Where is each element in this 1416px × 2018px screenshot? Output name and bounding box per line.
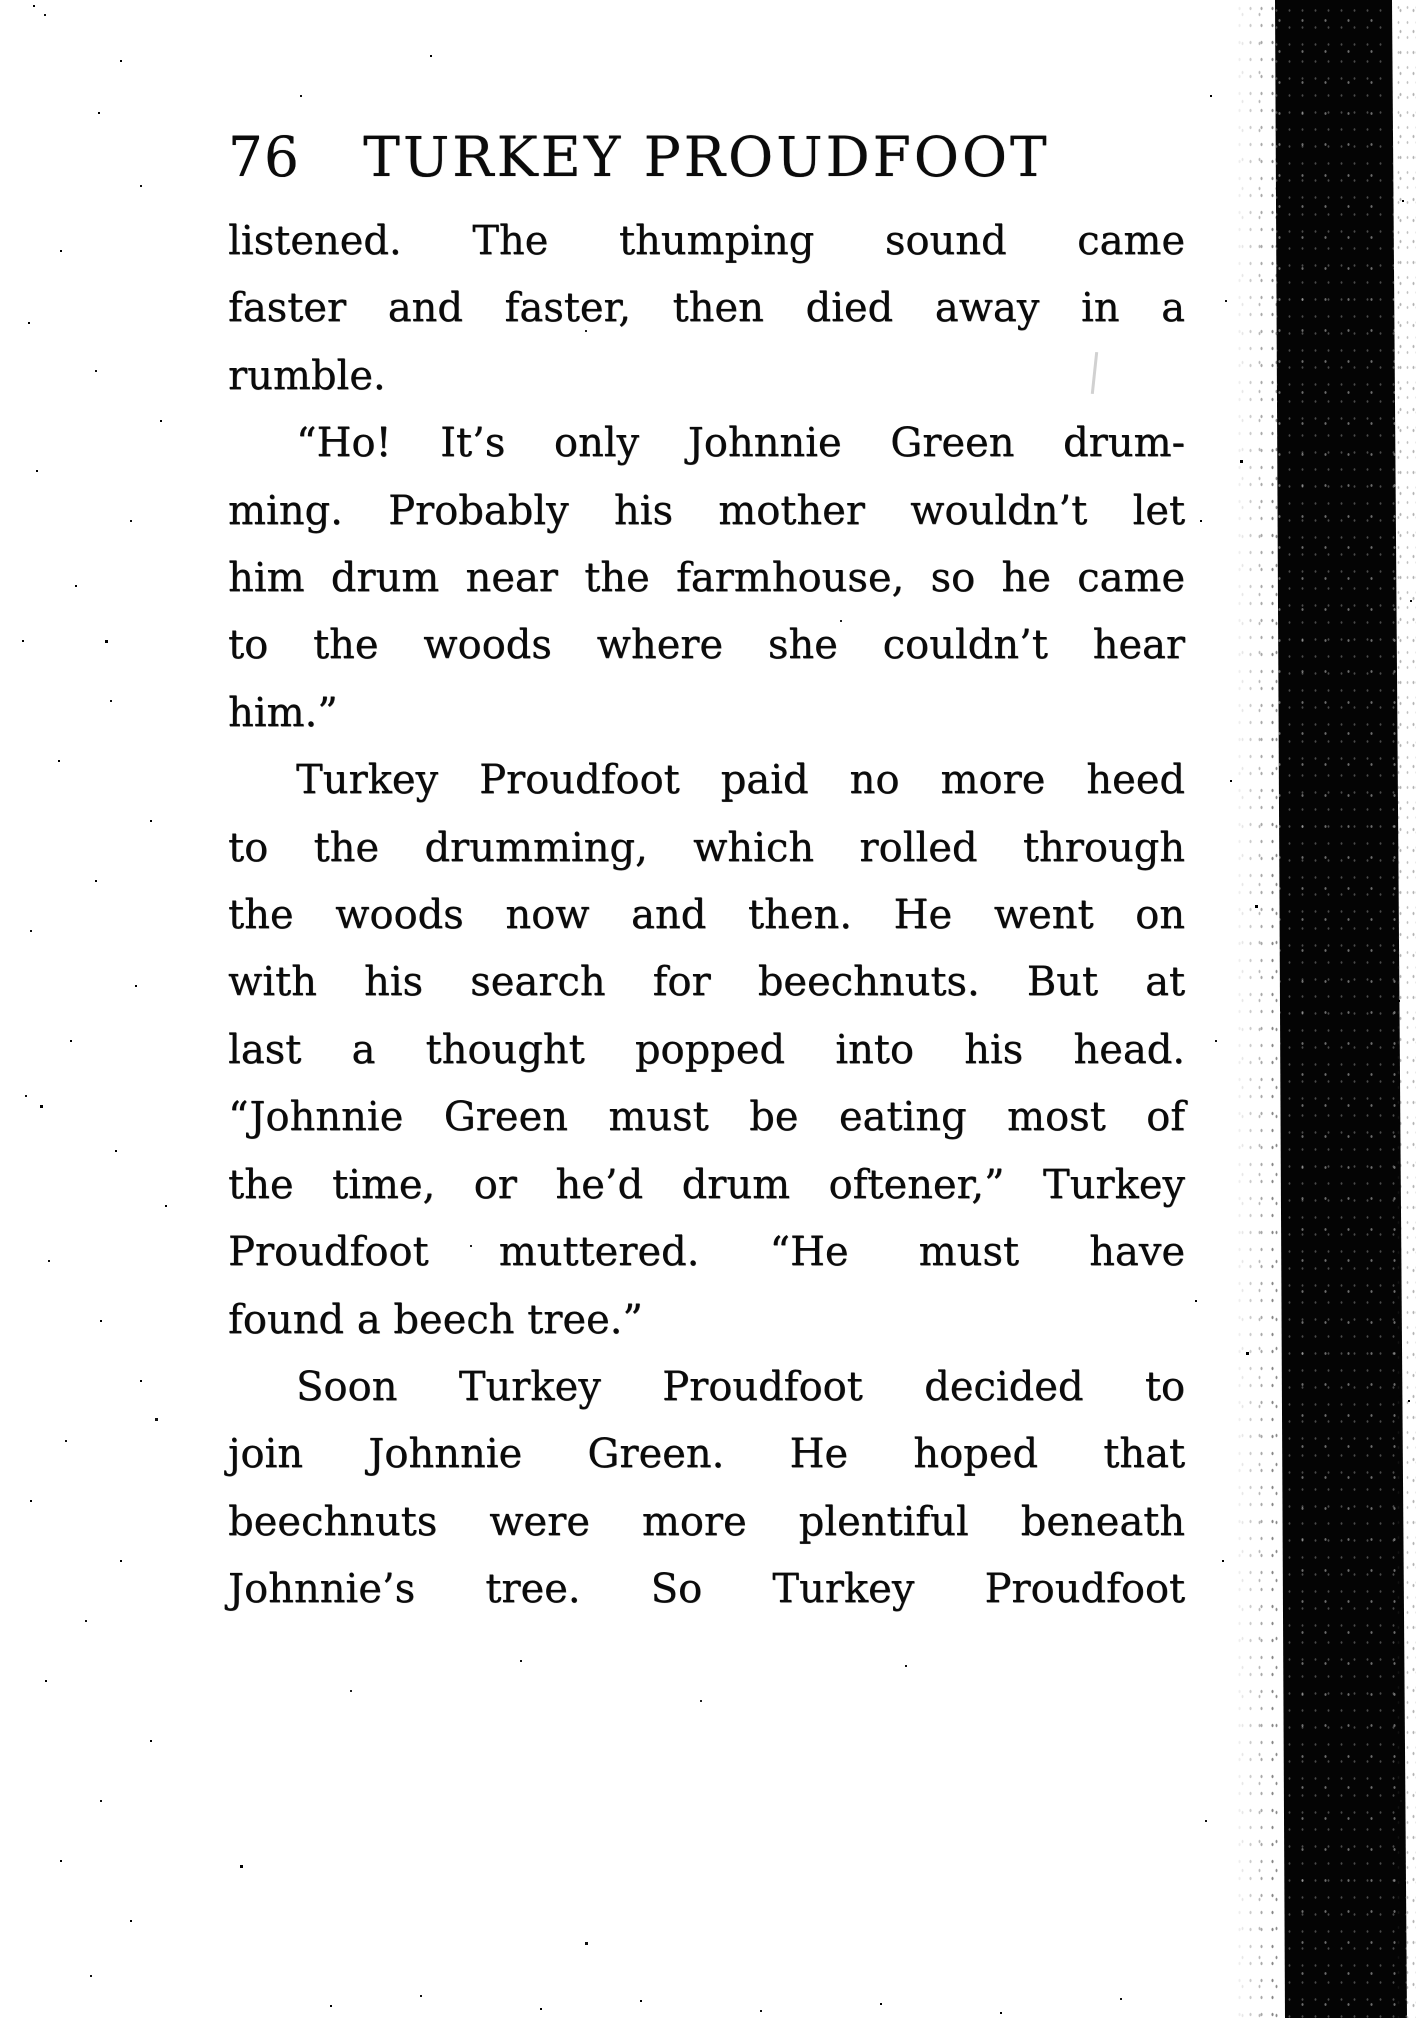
- text-line: last a thought popped into his head.: [228, 1026, 1185, 1073]
- text-line: ming. Probably his mother wouldn’t let: [228, 487, 1185, 534]
- running-title: TURKEY PROUDFOOT: [363, 125, 1050, 189]
- scan-speckles: [0, 0, 3, 3]
- text-line: “Ho! It’s only Johnnie Green drum-: [296, 420, 1185, 467]
- page-text: [228, 208, 1185, 1624]
- paragraph: [228, 208, 1185, 410]
- page-number: 76: [228, 125, 300, 189]
- text-line: rumble.: [228, 352, 386, 399]
- text-line: found a beech tree.”: [228, 1296, 643, 1343]
- text-line: faster and faster, then died away in a: [228, 285, 1185, 332]
- text-line: the woods now and then. He went on: [228, 892, 1185, 939]
- text-line: Johnnie’s tree. So Turkey Proudfoot: [228, 1566, 1185, 1613]
- text-line: listened. The thumping sound came: [228, 218, 1185, 264]
- paragraph: [228, 1354, 1185, 1624]
- text-line: Soon Turkey Proudfoot decided to: [296, 1363, 1185, 1410]
- paragraph: [228, 747, 1185, 1354]
- text-line: Turkey Proudfoot paid no more heed: [296, 757, 1185, 804]
- scan-noise-strip: [1394, 0, 1416, 2018]
- text-line: to the drumming, which rolled through: [228, 824, 1185, 871]
- text-line: with his search for beechnuts. But at: [228, 959, 1185, 1006]
- text-line: him.”: [228, 689, 338, 736]
- text-line: beechnuts were more plentiful beneath: [228, 1498, 1185, 1545]
- text-line: to the woods where she couldn’t hear: [228, 622, 1185, 669]
- text-line: Proudfoot muttered. “He must have: [228, 1229, 1185, 1276]
- paragraph: [228, 410, 1185, 747]
- scan-noise-strip: [1234, 0, 1278, 2018]
- text-line: him drum near the farmhouse, so he came: [228, 555, 1185, 602]
- text-line: join Johnnie Green. He hoped that: [228, 1431, 1185, 1478]
- text-line: “Johnnie Green must be eating most of: [228, 1094, 1185, 1141]
- text-line: the time, or he’d drum oftener,” Turkey: [228, 1161, 1185, 1208]
- page-header: [228, 127, 1185, 189]
